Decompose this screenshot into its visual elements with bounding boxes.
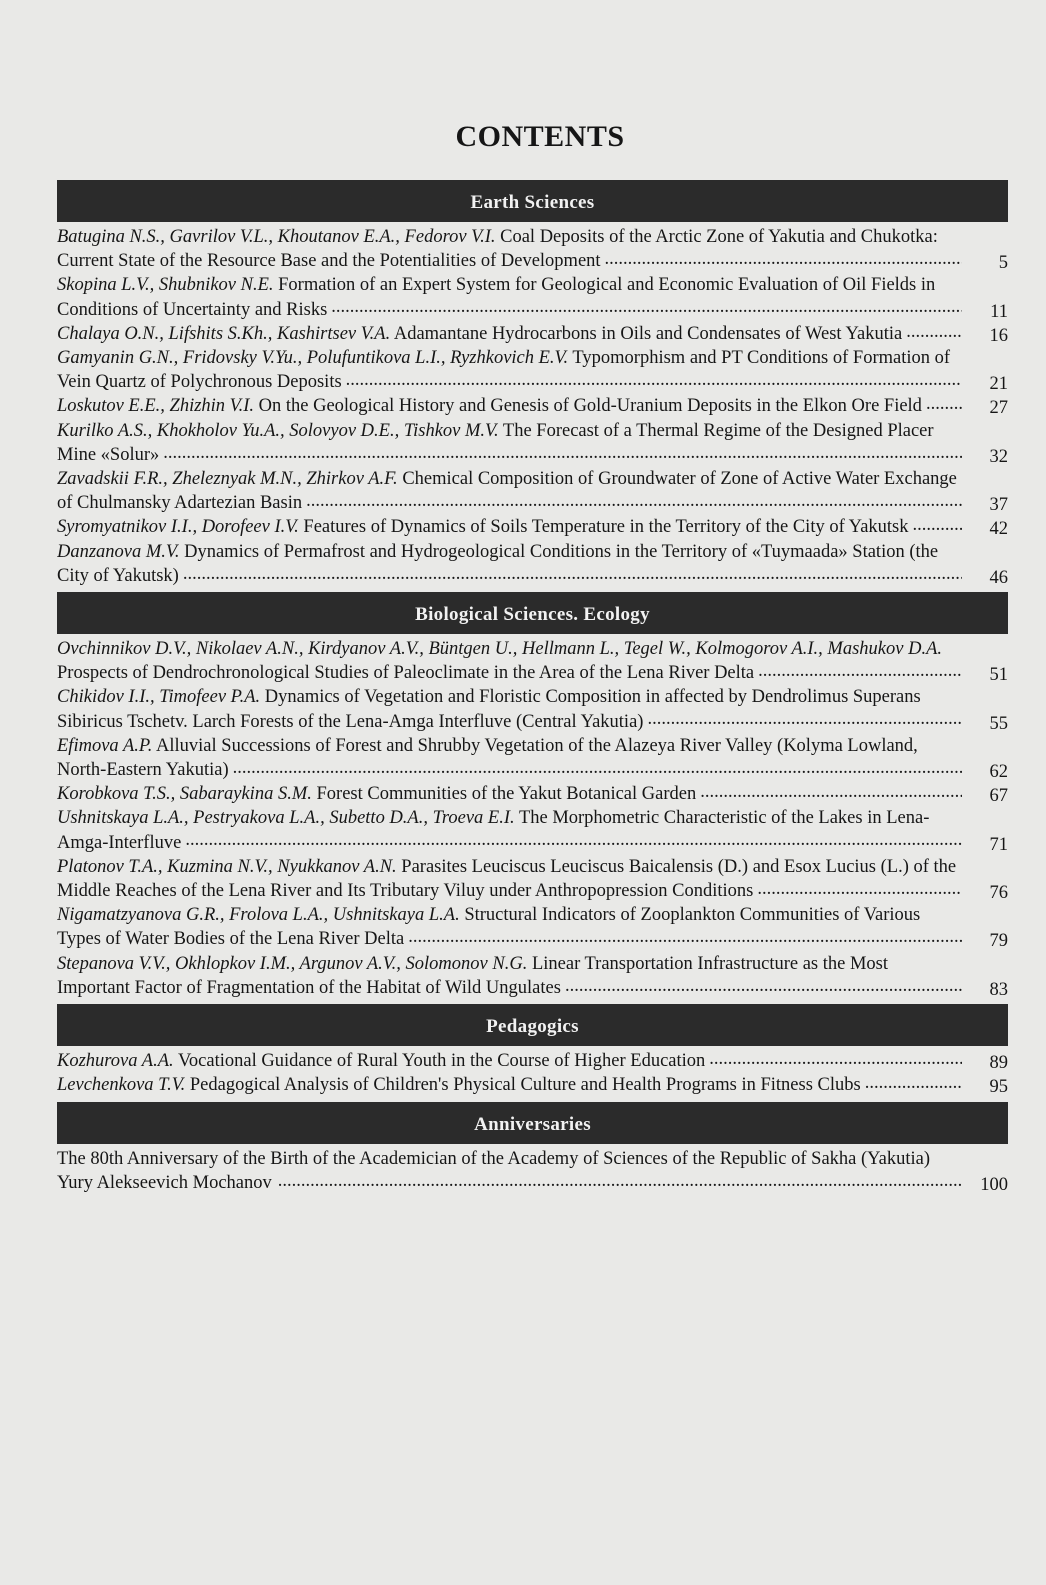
entry-authors: Gamyanin G.N., Fridovsky V.Yu., Polufuntikova L.I., Ryzhkovich E.V. [57,348,569,369]
entry-title: Adamantane Hydrocarbons in Oils and Condensates of West Yakutia [393,323,903,344]
entry-title: Chemical Composition of Groundwater of Zone of Active Water Exchange of Chulmansky Adartezian Basin [57,469,957,514]
entry-title: Formation of an Expert System for Geological and Economic Evaluation of Oil Fields in Conditions of Uncertainty and Risks [57,275,936,320]
entry-title: Vocational Guidance of Rural Youth in the Course of Higher Education [177,1051,706,1072]
entry-title: Parasites Leuciscus Leuciscus Baicalensis (D.) and Esox Lucius (L.) of the Middle Reaches of the Lena River and Its Tributary Viluy under Anthropopression Conditions [57,856,957,902]
toc-entry[interactable] [57,952,1008,1000]
toc-entry[interactable] [57,322,1008,346]
entry-authors: Skopina L.V., Shubnikov N.E. [57,275,274,296]
entry-page-number: 5 [962,251,1008,273]
entry-title: Forest Communities of the Yakut Botanical Garden [316,784,697,805]
entry-title: Coal Deposits of the Arctic Zone of Yakutia and Chukotka: Current State of the Resource Base and the Potentialities of Development [57,227,938,272]
entry-title: Typomorphism and PT Conditions of Formation of Vein Quartz of Polychronous Deposits [57,348,951,393]
entry-authors: Syromyatnikov I.I., Dorofeev I.V. [57,517,299,538]
toc-entry[interactable] [57,806,1008,854]
toc-entry[interactable] [57,1073,1008,1097]
entry-page-number: 32 [962,445,1008,467]
entry-authors: Levchenkova T.V. [57,1075,186,1096]
toc-entry[interactable] [57,540,1008,588]
toc-entry[interactable] [57,515,1008,539]
toc-entry[interactable] [57,419,1008,467]
entry-page-number: 79 [962,929,1008,951]
entry-page-number: 37 [962,493,1008,515]
toc-entry[interactable] [57,734,1008,782]
toc-entry[interactable] [57,855,1008,903]
entry-page-number: 62 [962,760,1008,782]
entry-page-number: 100 [962,1173,1008,1195]
entry-page-number: 89 [962,1051,1008,1073]
toc-entry[interactable] [57,685,1008,733]
entry-authors: Platonov T.A., Kuzmina N.V., Nyukkanov A.N. [57,856,397,877]
entry-authors: Ovchinnikov D.V., Nikolaev A.N., Kirdyanov A.V., Büntgen U., Hellmann L., Tegel W., Kolmogorov A.I., Mashukov D.A. [57,639,943,660]
table-of-contents [57,176,1008,1195]
toc-entry[interactable] [57,394,1008,418]
entry-page-number: 11 [962,300,1008,322]
entry-authors: Kurilko A.S., Khokholov Yu.A., Solovyov D.E., Tishkov M.V. [57,420,499,441]
toc-entry[interactable] [57,637,1008,685]
entry-page-number: 46 [962,566,1008,588]
section-heading: Biological Sciences. Ecology [57,592,1008,634]
entry-title: Features of Dynamics of Soils Temperature in the Territory of the City of Yakutsk [303,517,909,538]
entry-page-number: 67 [962,784,1008,806]
section-heading: Pedagogics [57,1004,1008,1046]
entry-authors: Zavadskii F.R., Zheleznyak M.N., Zhirkov A.F. [57,469,398,490]
section-heading: Anniversaries [57,1102,1008,1144]
toc-entry[interactable] [57,1049,1008,1073]
toc-entry[interactable] [57,225,1008,273]
entry-authors: Efimova A.P. [57,735,153,756]
page-title: CONTENTS [455,120,625,153]
entry-authors: Chikidov I.I., Timofeev P.A. [57,687,261,708]
entry-authors: Nigamatzyanova G.R., Frolova L.A., Ushnitskaya L.A. [57,905,460,926]
toc-entry[interactable] [57,467,1008,515]
toc-entry[interactable] [57,903,1008,951]
toc-entry[interactable] [57,1147,1008,1195]
entry-authors: Danzanova M.V. [57,541,180,562]
entry-page-number: 16 [962,324,1008,346]
entry-authors: Batugina N.S., Gavrilov V.L., Khoutanov E.A., Fedorov V.I. [57,227,496,247]
entry-page-number: 76 [962,881,1008,903]
entry-title: Prospects of Dendrochronological Studies of Paleoclimate in the Area of the Lena River Delta [57,663,755,684]
entry-authors: Loskutov E.E., Zhizhin V.I. [57,396,254,417]
entry-title: Dynamics of Vegetation and Floristic Composition in affected by Dendrolimus Superans Sibiricus Tschetv. Larch Forests of the Lena-Amga Interfluve (Central Yakutia) [57,687,921,732]
entry-page-number: 27 [962,396,1008,418]
toc-entry[interactable] [57,346,1008,394]
entry-page-number: 51 [962,663,1008,685]
entry-title: Dynamics of Permafrost and Hydrogeological Conditions in the Territory of «Tuymaada» Station (the City of Yakutsk) [57,541,939,586]
entry-title: Alluvial Successions of Forest and Shrubby Vegetation of the Alazeya River Valley (Kolyma Lowland, North-Eastern Yakutia) [57,735,918,781]
toc-entry[interactable] [57,782,1008,806]
entry-title: Linear Transportation Infrastructure as the Most Important Factor of Fragmentation of the Habitat of Wild Ungulates [57,953,889,998]
entry-page-number: 42 [962,517,1008,539]
entry-page-number: 95 [962,1075,1008,1097]
entry-title: The Morphometric Characteristic of the Lakes in Lena-Amga-Interfluve [57,808,930,853]
entry-page-number: 71 [962,833,1008,855]
entry-title: The 80th Anniversary of the Birth of the Academician of the Academy of Sciences of the Republic of Sakha (Yakutia) Yury Alekseevich Mochanov [57,1148,931,1193]
entry-title: Structural Indicators of Zooplankton Communities of Various Types of Water Bodies of the Lena River Delta [57,905,921,950]
entry-authors: Kozhurova A.A. [57,1051,174,1072]
entry-authors: Ushnitskaya L.A., Pestryakova L.A., Subetto D.A., Troeva E.I. [57,808,515,829]
toc-entry[interactable] [57,273,1008,321]
entry-page-number: 21 [962,372,1008,394]
section-heading: Earth Sciences [57,180,1008,222]
entry-title: Pedagogical Analysis of Children's Physical Culture and Health Programs in Fitness Clubs [189,1075,861,1096]
entry-authors: Stepanova V.V., Okhlopkov I.M., Argunov A.V., Solomonov N.G. [57,953,528,974]
entry-authors: Chalaya O.N., Lifshits S.Kh., Kashirtsev V.A. [57,323,391,344]
entry-title: The Forecast of a Thermal Regime of the Designed Placer Mine «Solur» [57,420,934,465]
entry-page-number: 55 [962,712,1008,734]
entry-title: On the Geological History and Genesis of Gold-Uranium Deposits in the Elkon Ore Field [258,396,922,417]
entry-authors: Korobkova T.S., Sabaraykina S.M. [57,784,312,805]
entry-page-number: 83 [962,978,1008,1000]
